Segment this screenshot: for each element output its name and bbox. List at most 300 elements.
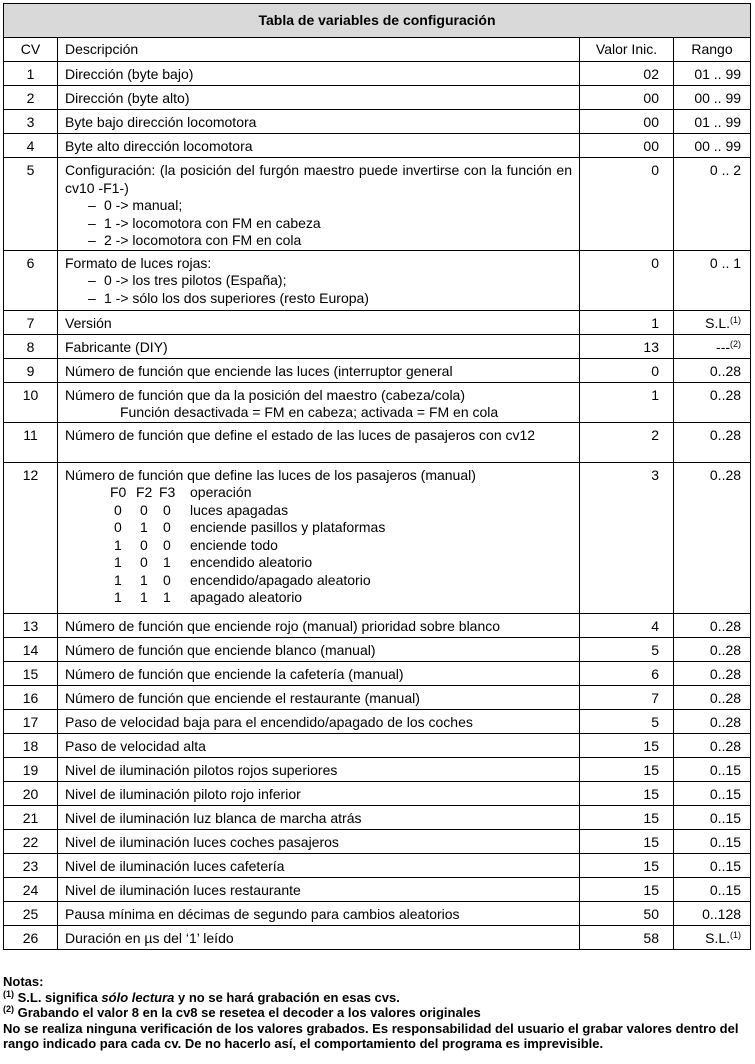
header-description: Descripción	[58, 38, 580, 62]
cell-cv	[4, 110, 58, 134]
cell-initial-value	[580, 462, 674, 613]
initial-value: 5	[651, 713, 659, 730]
cell-range	[674, 925, 751, 949]
description-text: Byte bajo dirección locomotora	[65, 114, 257, 130]
cell-description	[58, 661, 580, 685]
bit-header: operación	[190, 484, 252, 500]
table-row	[4, 685, 751, 709]
cv-number: 10	[22, 386, 39, 403]
note-1-emphasis: sólo lectura	[101, 989, 175, 1005]
initial-value: 0	[651, 162, 659, 178]
table-body	[4, 62, 751, 950]
cell-range	[674, 829, 751, 853]
initial-value: 00	[643, 138, 659, 154]
cell-range	[674, 853, 751, 877]
cell-range	[674, 733, 751, 757]
cv-number: 6	[26, 254, 35, 271]
table-row	[4, 62, 751, 86]
cell-description	[58, 925, 580, 949]
description-text: Versión	[65, 314, 112, 331]
cell-initial-value	[580, 901, 674, 925]
bit-value: 1	[140, 571, 148, 588]
cell-description	[58, 158, 580, 251]
initial-value: 0	[651, 362, 659, 379]
cv-number: 1	[26, 66, 35, 82]
cell-cv	[4, 358, 58, 382]
cell-initial-value	[580, 382, 674, 422]
bit-value: 0	[163, 571, 171, 588]
cell-cv	[4, 613, 58, 637]
description-option	[65, 272, 572, 290]
cell-initial-value	[580, 110, 674, 134]
range-value: 0..28	[709, 713, 742, 730]
cell-cv	[4, 757, 58, 781]
cell-range	[674, 422, 751, 462]
cell-cv	[4, 829, 58, 853]
option-text: 0 -> los tres pilotos (España);	[104, 272, 287, 288]
range-value: S.L.	[705, 929, 731, 946]
cell-cv	[4, 709, 58, 733]
initial-value: 15	[643, 761, 659, 778]
table-row	[4, 733, 751, 757]
initial-value: 00	[643, 90, 659, 106]
range-value: 0 .. 1	[709, 254, 742, 271]
initial-value: 50	[643, 905, 659, 922]
header-cv: CV	[4, 38, 58, 62]
range-value: 01 .. 99	[694, 114, 742, 130]
cell-description	[58, 110, 580, 134]
cell-cv	[4, 853, 58, 877]
cell-initial-value	[580, 877, 674, 901]
table-row	[4, 358, 751, 382]
cell-cv	[4, 925, 58, 949]
cell-description	[58, 709, 580, 733]
bit-operation: encendido aleatorio	[190, 554, 313, 570]
cell-initial-value	[580, 829, 674, 853]
table-row	[4, 805, 751, 829]
description-text: Formato de luces rojas:	[65, 254, 212, 271]
description-text: Fabricante (DIY)	[65, 338, 168, 355]
range-value: 0..28	[709, 362, 742, 379]
cell-range	[674, 110, 751, 134]
bit-value: 0	[114, 501, 122, 518]
cv-number: 11	[23, 426, 38, 443]
cell-initial-value	[580, 334, 674, 358]
table-row	[4, 613, 751, 637]
cell-description	[58, 358, 580, 382]
cv-number: 2	[26, 90, 35, 106]
cell-cv	[4, 733, 58, 757]
cv-number: 15	[22, 665, 39, 682]
cell-range	[674, 158, 751, 251]
cell-description	[58, 462, 580, 613]
cell-description	[58, 637, 580, 661]
cell-description	[58, 382, 580, 422]
bit-value: 1	[114, 536, 122, 553]
cell-range	[674, 62, 751, 86]
cell-range	[674, 250, 751, 310]
initial-value: 15	[643, 737, 659, 754]
description-text: Número de función que enciende blanco (manual)	[65, 641, 376, 658]
note-2	[3, 1005, 750, 1021]
cell-description	[58, 334, 580, 358]
range-value: 0 .. 2	[709, 162, 742, 178]
range-value: 00 .. 99	[694, 138, 742, 154]
description-text: Nivel de iluminación piloto rojo inferior	[65, 785, 301, 802]
description-text: Dirección (byte alto)	[65, 90, 190, 106]
note-3: No se realiza ninguna verificación de los valores grabados. Es responsabilidad del usuario el grabar valores dentro del rango indicado para cada cv. De no hacerlo así, el comportamiento del programa es imprevisible.	[3, 1020, 739, 1051]
cell-initial-value	[580, 62, 674, 86]
cell-cv	[4, 134, 58, 158]
cell-description	[58, 685, 580, 709]
table-row	[4, 757, 751, 781]
cell-description	[58, 781, 580, 805]
function-bit-table	[65, 484, 572, 607]
cell-cv	[4, 661, 58, 685]
cell-cv	[4, 250, 58, 310]
cell-description	[58, 877, 580, 901]
initial-value: 02	[643, 66, 659, 82]
cell-initial-value	[580, 422, 674, 462]
description-text: Nivel de iluminación luces restaurante	[65, 881, 301, 898]
cell-cv	[4, 334, 58, 358]
bit-value: 1	[114, 554, 122, 570]
cell-cv	[4, 462, 58, 613]
notes	[3, 974, 750, 1052]
initial-value: 0	[651, 254, 659, 271]
table-row	[4, 709, 751, 733]
range-value: 0..28	[709, 386, 742, 403]
range-value: ---	[716, 338, 731, 355]
dash-bullet: –	[88, 214, 96, 231]
range-value: 0..28	[709, 466, 742, 483]
cell-range	[674, 613, 751, 637]
table-row	[4, 422, 751, 462]
table-row	[4, 86, 751, 110]
cell-initial-value	[580, 637, 674, 661]
option-text: 1 -> locomotora con FM en cabeza	[104, 214, 321, 231]
cell-range	[674, 358, 751, 382]
table-row	[4, 382, 751, 422]
initial-value: 2	[651, 426, 659, 443]
table-row	[4, 637, 751, 661]
cell-description	[58, 733, 580, 757]
description-text: Número de función que enciende rojo (manual) prioridad sobre blanco	[65, 617, 501, 634]
note-2-text: Grabando el valor 8 en la cv8 se resetea el decoder a los valores originales	[14, 1005, 481, 1020]
cell-range	[674, 781, 751, 805]
cv-number: 16	[22, 689, 39, 706]
cell-description	[58, 250, 580, 310]
cv-number: 23	[22, 857, 39, 874]
dash-bullet: –	[88, 197, 96, 213]
cv-number: 8	[26, 338, 35, 355]
bit-operation: enciende pasillos y plataformas	[190, 519, 386, 535]
range-value: 0..128	[702, 905, 742, 922]
cell-description	[58, 134, 580, 158]
cell-range	[674, 134, 751, 158]
cv-number: 19	[22, 761, 39, 778]
bit-operation: luces apagadas	[190, 501, 289, 518]
header-initial-value: Valor Inic.	[580, 38, 674, 62]
range-value: 01 .. 99	[694, 66, 742, 82]
table-row	[4, 250, 751, 310]
initial-value: 1	[651, 386, 659, 403]
initial-value: 7	[651, 689, 659, 706]
bit-header: F0	[110, 484, 127, 500]
cell-description	[58, 86, 580, 110]
cell-range	[674, 86, 751, 110]
table-row	[4, 853, 751, 877]
header-range: Rango	[674, 38, 751, 62]
description-text: Pausa mínima en décimas de segundo para cambios aleatorios	[65, 905, 460, 922]
range-value: 0..28	[709, 641, 742, 658]
range-value: 0..15	[709, 785, 742, 802]
initial-value: 15	[643, 833, 659, 850]
cv-number: 25	[22, 905, 39, 922]
cell-initial-value	[580, 805, 674, 829]
cell-initial-value	[580, 358, 674, 382]
notes-heading: Notas:	[3, 974, 44, 989]
initial-value: 58	[643, 929, 659, 946]
initial-value: 00	[643, 114, 659, 130]
description-option	[65, 197, 572, 215]
table-row	[4, 781, 751, 805]
cell-range	[674, 382, 751, 422]
cell-description	[58, 62, 580, 86]
description-text: Paso de velocidad alta	[65, 737, 206, 754]
cv-number: 5	[26, 162, 35, 178]
header-row	[4, 38, 751, 62]
initial-value: 3	[651, 466, 659, 483]
range-value: 0..28	[709, 426, 742, 443]
cv-number: 14	[22, 641, 39, 658]
cell-initial-value	[580, 853, 674, 877]
cell-cv	[4, 158, 58, 251]
range-note-mark: (1)	[730, 929, 742, 940]
cv-table	[3, 3, 751, 950]
option-text: 1 -> sólo los dos superiores (resto Europa)	[104, 289, 369, 306]
table-row	[4, 462, 751, 613]
bit-value: 0	[140, 501, 148, 518]
description-text: Número de función que define las luces de los pasajeros (manual)	[65, 466, 476, 483]
cell-cv	[4, 62, 58, 86]
description-text: Nivel de iluminación pilotos rojos superiores	[65, 761, 338, 778]
bit-value: 0	[114, 519, 122, 535]
bit-operation: apagado aleatorio	[190, 589, 303, 605]
range-value: 0..28	[709, 665, 742, 682]
description-text: Nivel de iluminación luz blanca de marcha atrás	[65, 809, 362, 826]
bit-value: 0	[163, 519, 171, 535]
cell-cv	[4, 637, 58, 661]
cell-description	[58, 805, 580, 829]
initial-value: 15	[643, 809, 659, 826]
cell-description	[58, 310, 580, 334]
cell-range	[674, 685, 751, 709]
cell-initial-value	[580, 781, 674, 805]
cell-description	[58, 853, 580, 877]
note-1-mark: (1)	[3, 988, 14, 999]
cell-range	[674, 310, 751, 334]
description-extra: Función desactivada = FM en cabeza; activada = FM en cola	[120, 404, 499, 420]
cell-cv	[4, 382, 58, 422]
description-text: Duración en µs del ‘1’ leído	[65, 929, 234, 946]
table-row	[4, 334, 751, 358]
bit-value: 1	[163, 589, 171, 605]
table-row	[4, 661, 751, 685]
range-value: 0..28	[709, 737, 742, 754]
description-text: Número de función que enciende las luces (interruptor general	[65, 362, 453, 379]
initial-value: 15	[643, 857, 659, 874]
cell-cv	[4, 805, 58, 829]
initial-value: 6	[651, 665, 659, 682]
cell-cv	[4, 685, 58, 709]
note-2-mark: (2)	[3, 1004, 14, 1014]
range-value: 00 .. 99	[694, 90, 742, 106]
description-text: Número de función que da la posición del maestro (cabeza/cola)	[65, 386, 466, 403]
table-row	[4, 877, 751, 901]
cell-description	[58, 422, 580, 462]
range-note-mark: (1)	[730, 314, 742, 325]
cv-number: 18	[22, 737, 39, 754]
cell-initial-value	[580, 661, 674, 685]
bit-value: 1	[140, 589, 148, 605]
bit-header: F3	[159, 484, 176, 500]
cell-cv	[4, 781, 58, 805]
bit-value: 0	[163, 536, 171, 553]
dash-bullet: –	[88, 232, 96, 248]
cell-initial-value	[580, 158, 674, 251]
bit-value: 1	[163, 554, 171, 570]
cv-number: 4	[26, 138, 35, 154]
initial-value: 15	[643, 785, 659, 802]
range-value: 0..28	[709, 689, 742, 706]
description-option	[65, 232, 572, 250]
bit-value: 1	[114, 571, 122, 588]
dash-bullet: –	[88, 272, 96, 288]
table-row	[4, 829, 751, 853]
cv-number: 17	[22, 713, 39, 730]
cell-range	[674, 637, 751, 661]
note-1-text-b: y no se hará grabación en esas cvs.	[174, 989, 400, 1005]
range-value: 0..15	[709, 857, 742, 874]
cell-description	[58, 901, 580, 925]
cell-cv	[4, 877, 58, 901]
cell-range	[674, 661, 751, 685]
table-row	[4, 134, 751, 158]
cell-initial-value	[580, 685, 674, 709]
cell-range	[674, 334, 751, 358]
cell-initial-value	[580, 613, 674, 637]
description-text: Número de función que enciende el restaurante (manual)	[65, 689, 420, 706]
option-text: 0 -> manual;	[104, 197, 183, 213]
cell-cv	[4, 86, 58, 110]
cv-number: 13	[22, 617, 39, 634]
dash-bullet: –	[88, 289, 96, 306]
table-title: Tabla de variables de configuración	[4, 4, 751, 38]
description-text: Nivel de iluminación luces coches pasajeros	[65, 833, 339, 850]
note-1	[3, 990, 750, 1006]
table-row	[4, 901, 751, 925]
cv-number: 12	[22, 466, 39, 483]
cell-cv	[4, 901, 58, 925]
note-1-text-a: S.L. significa	[14, 989, 102, 1005]
bit-value: 1	[114, 589, 122, 605]
description-text: Nivel de iluminación luces cafetería	[65, 857, 285, 874]
bit-operation: encendido/apagado aleatorio	[190, 571, 371, 588]
cell-cv	[4, 310, 58, 334]
cv-number: 9	[26, 362, 35, 379]
cv-table-wrapper	[3, 3, 750, 950]
cell-range	[674, 709, 751, 733]
bit-value: 0	[140, 536, 148, 553]
initial-value: 15	[643, 881, 659, 898]
cell-description	[58, 757, 580, 781]
table-row	[4, 925, 751, 949]
range-value: S.L.	[705, 314, 731, 331]
description-option	[65, 215, 572, 233]
cv-number: 7	[26, 314, 35, 331]
bit-value: 0	[163, 501, 171, 518]
cell-description	[58, 829, 580, 853]
cell-initial-value	[580, 310, 674, 334]
cell-initial-value	[580, 733, 674, 757]
range-value: 0..15	[709, 881, 742, 898]
cell-initial-value	[580, 250, 674, 310]
range-value: 0..28	[709, 617, 742, 634]
description-text: Número de función que define el estado de las luces de pasajeros con cv12	[65, 426, 536, 443]
description-text: Número de función que enciende la cafetería (manual)	[65, 665, 404, 682]
option-text: 2 -> locomotora con FM en cola	[104, 232, 302, 248]
cell-cv	[4, 422, 58, 462]
cell-range	[674, 757, 751, 781]
cell-initial-value	[580, 925, 674, 949]
cell-initial-value	[580, 757, 674, 781]
bit-header: F2	[136, 484, 153, 500]
cv-number: 22	[22, 833, 39, 850]
description-text: Dirección (byte bajo)	[65, 66, 194, 82]
table-row	[4, 110, 751, 134]
cell-description	[58, 613, 580, 637]
cell-range	[674, 877, 751, 901]
initial-value: 1	[651, 314, 659, 331]
range-value: 0..15	[709, 809, 742, 826]
description-text: Byte alto dirección locomotora	[65, 138, 253, 154]
cell-range	[674, 462, 751, 613]
range-note-mark: (2)	[730, 338, 742, 349]
bit-operation: enciende todo	[190, 536, 278, 553]
cv-number: 24	[22, 881, 39, 898]
description-text: Paso de velocidad baja para el encendido/apagado de los coches	[65, 713, 473, 730]
initial-value: 4	[651, 617, 659, 634]
table-row	[4, 310, 751, 334]
cv-number: 3	[26, 114, 35, 130]
bit-value: 0	[140, 554, 148, 570]
bit-value: 1	[140, 519, 148, 535]
range-value: 0..15	[709, 833, 742, 850]
cv-number: 20	[22, 785, 39, 802]
initial-value: 5	[651, 641, 659, 658]
initial-value: 13	[643, 338, 659, 355]
range-value: 0..15	[709, 761, 742, 778]
cell-initial-value	[580, 86, 674, 110]
description-text: Configuración: (la posición del furgón maestro puede invertirse con la función en cv10 -F1-)	[65, 162, 572, 196]
description-option	[65, 290, 572, 308]
cv-number: 21	[22, 809, 39, 826]
cell-range	[674, 805, 751, 829]
cell-range	[674, 901, 751, 925]
cell-initial-value	[580, 134, 674, 158]
cv-number: 26	[22, 929, 39, 946]
